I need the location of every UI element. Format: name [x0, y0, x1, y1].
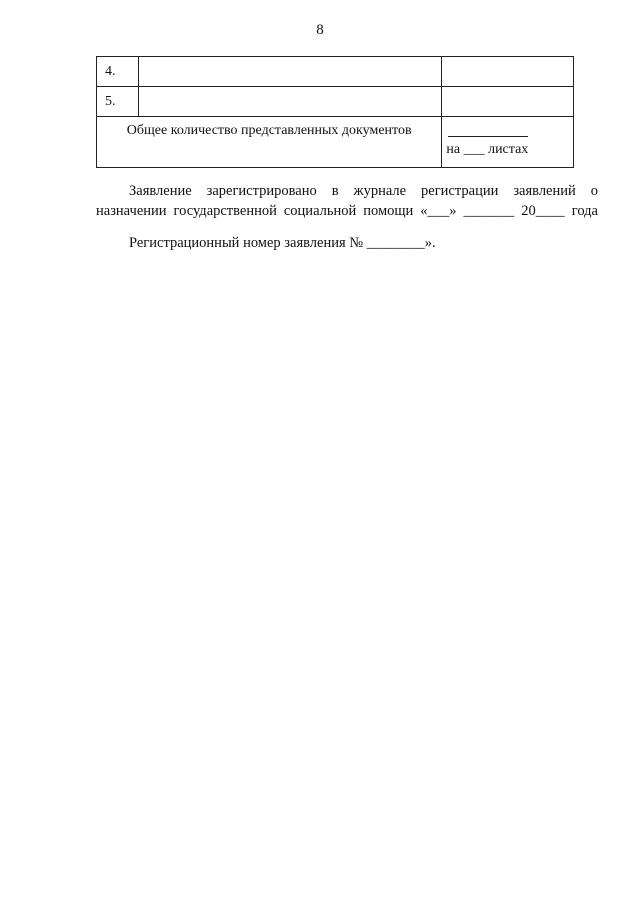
registration-number: Регистрационный номер заявления № ________». — [129, 235, 436, 251]
table-row — [97, 87, 574, 117]
total-count-blank — [448, 136, 528, 137]
row-number: 4. — [97, 57, 139, 87]
document-description-cell — [138, 57, 442, 87]
registration-statement — [96, 181, 598, 221]
document-pages-cell — [442, 87, 574, 117]
registration-line-2: назначении государственной социальной помощи «___» _______ 20____ года — [96, 203, 598, 219]
row-number: 5. — [97, 87, 139, 117]
registration-line-1: Заявление зарегистрировано в журнале регистрации заявлений о — [129, 183, 598, 199]
document-description-cell — [138, 87, 442, 117]
document-pages-cell — [442, 57, 574, 87]
page-number: 8 — [316, 22, 324, 38]
total-documents-label: Общее количество представленных документов — [97, 117, 442, 168]
total-sheets-cell — [442, 117, 574, 168]
table-total-row — [97, 117, 574, 168]
total-sheets-text: на ___ листах — [446, 142, 529, 157]
table-row — [97, 57, 574, 87]
documents-table — [96, 56, 574, 168]
